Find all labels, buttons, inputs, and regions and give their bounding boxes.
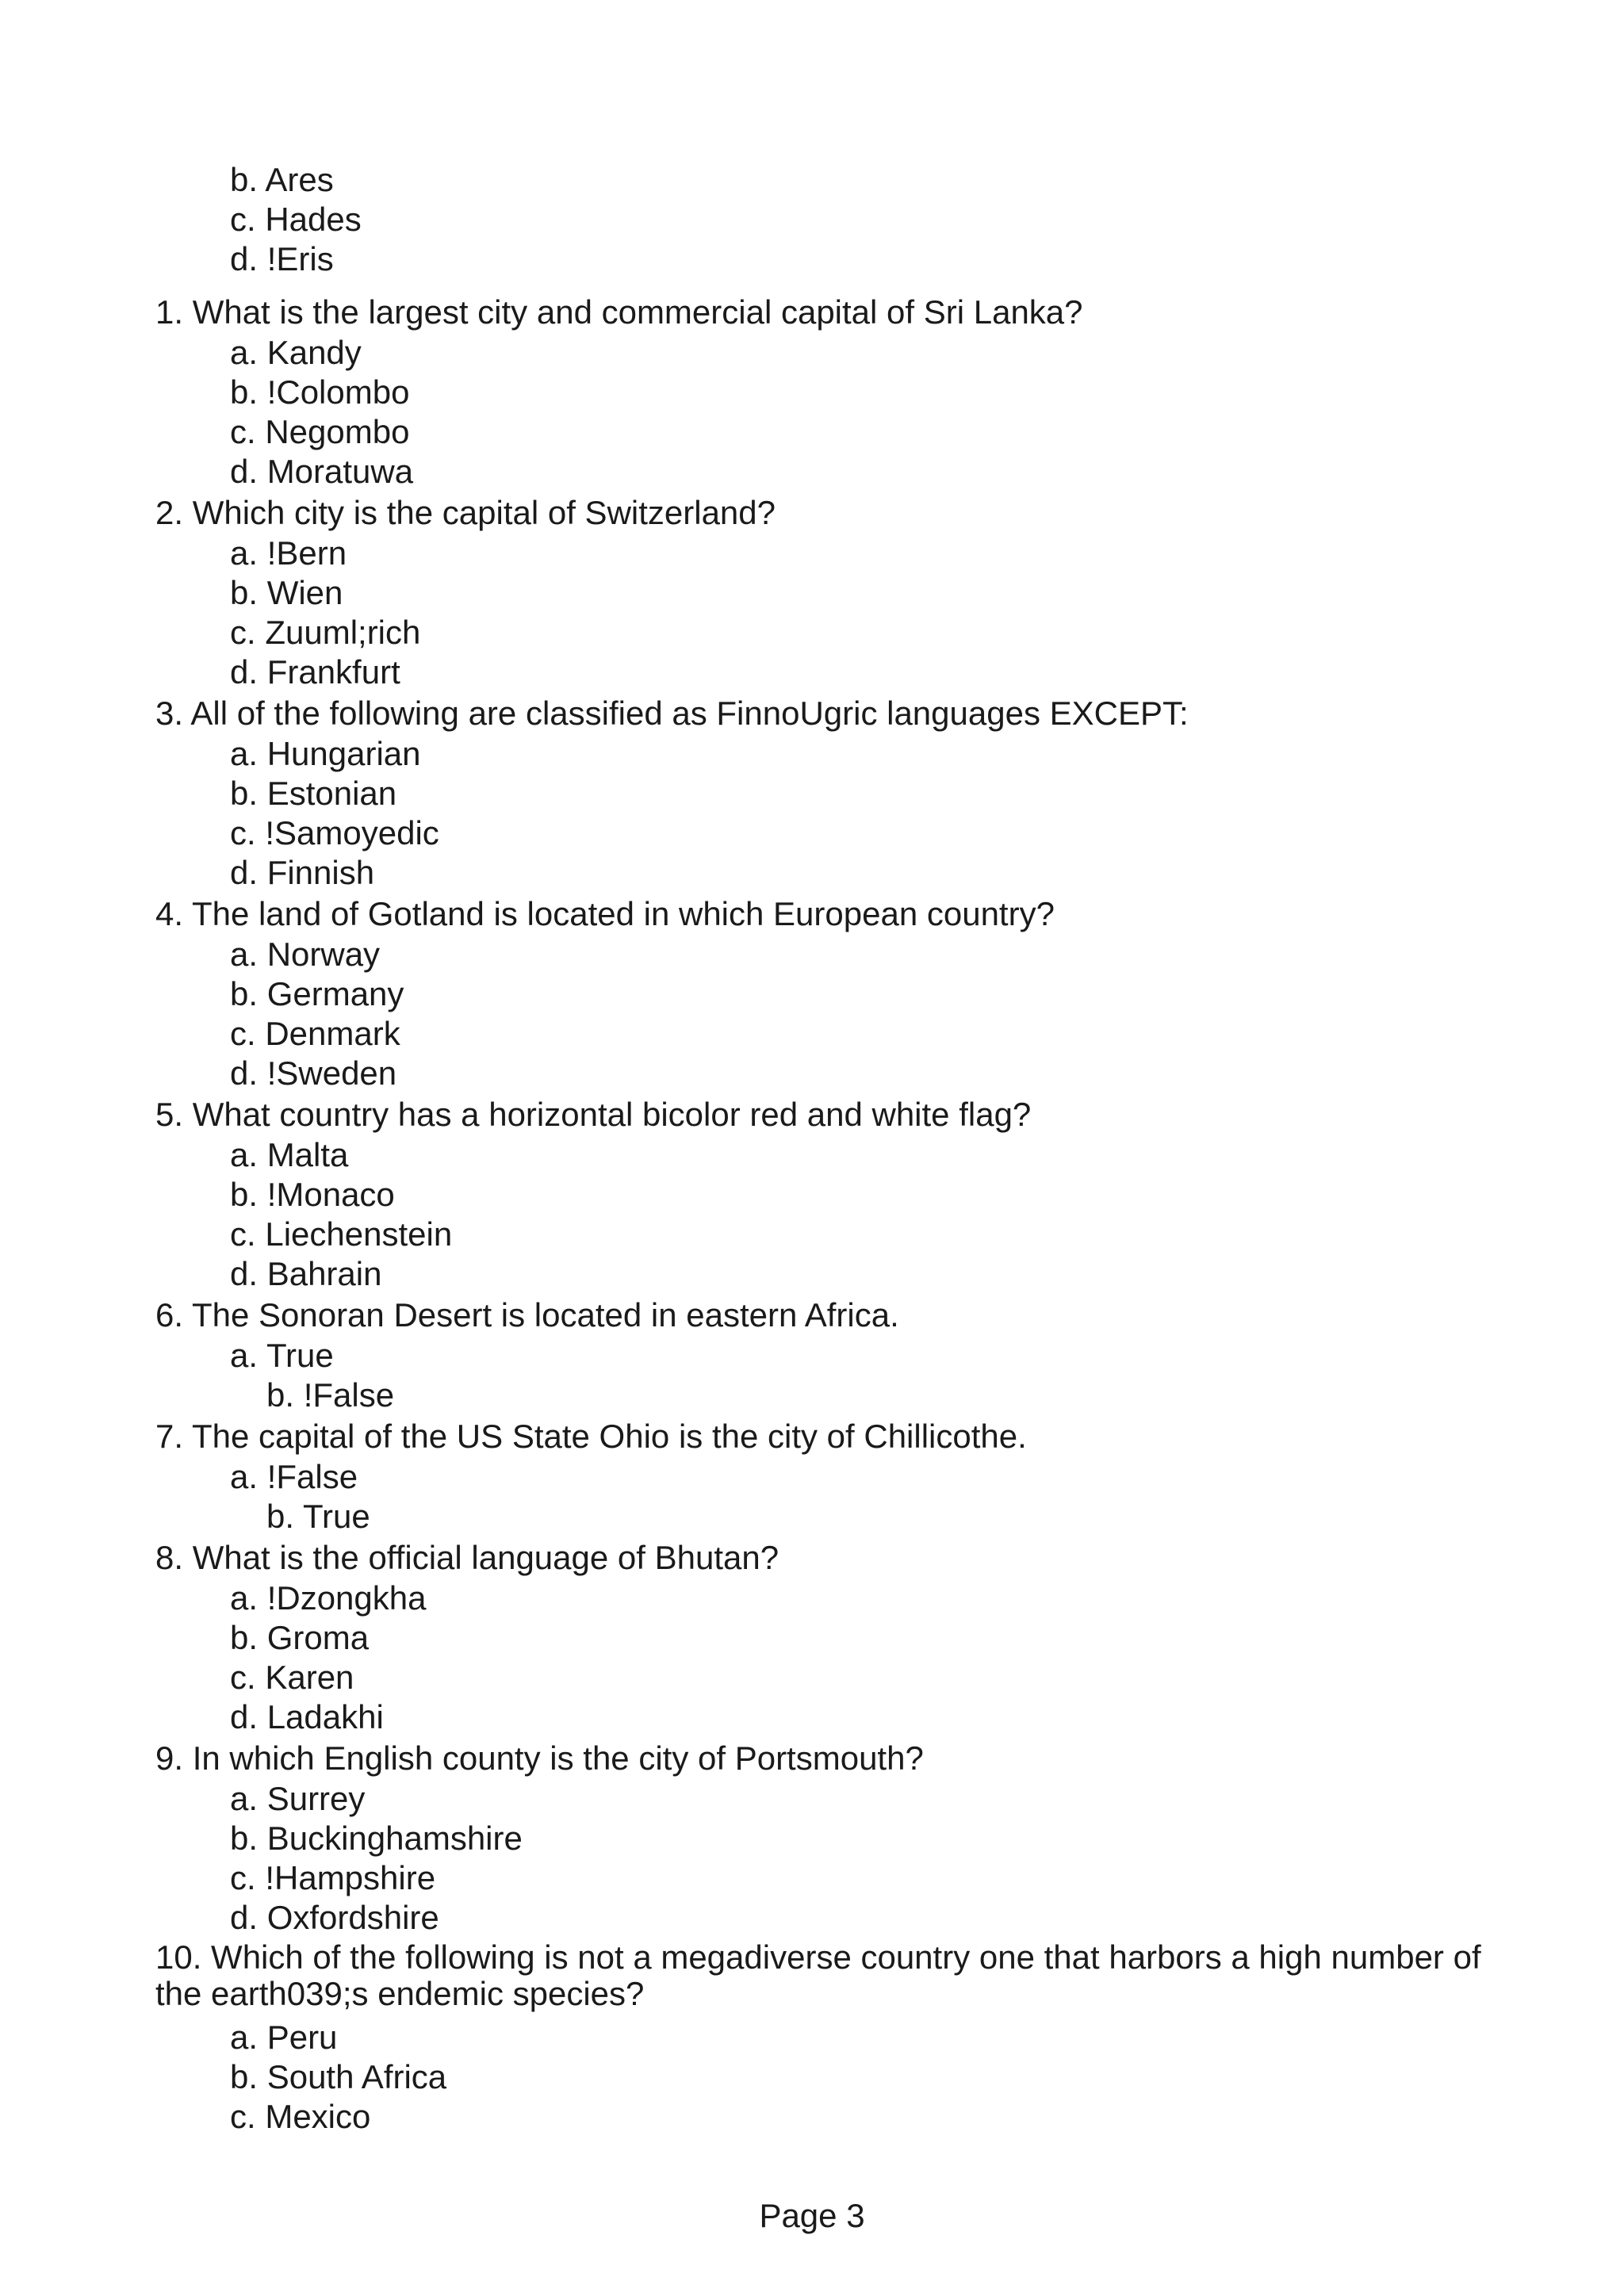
option-line: a. Surrey <box>230 1780 366 1817</box>
option-line: a. Peru <box>230 2019 338 2056</box>
option-line: a. !False <box>230 1458 358 1495</box>
option-line: d. Moratuwa <box>230 453 414 490</box>
option-line: b. True <box>266 1498 370 1535</box>
option-line: c. Liechenstein <box>230 1215 453 1253</box>
option-line: b. !Colombo <box>230 373 410 411</box>
option-line: a. True <box>230 1337 334 1374</box>
option-line: d. Finnish <box>230 854 375 891</box>
question-text: 8. What is the official language of Bhutan? <box>155 1539 779 1576</box>
option-line: b. Germany <box>230 975 404 1012</box>
option-line: d. Ladakhi <box>230 1698 384 1735</box>
option-line: c. Karen <box>230 1659 354 1696</box>
option-line: a. Malta <box>230 1136 349 1173</box>
option-line: b. Wien <box>230 574 343 611</box>
question-text: 2. Which city is the capital of Switzerland? <box>155 494 776 531</box>
option-line: a. !Dzongkha <box>230 1579 427 1617</box>
option-line: b. Estonian <box>230 775 397 812</box>
option-line: d. !Eris <box>230 240 334 277</box>
page-number: Page 3 <box>759 2197 865 2234</box>
question-text: 1. What is the largest city and commercial capital of Sri Lanka? <box>155 293 1083 331</box>
question-text: 5. What country has a horizontal bicolor red and white flag? <box>155 1096 1032 1133</box>
option-line: c. Denmark <box>230 1015 400 1052</box>
option-line: d. Bahrain <box>230 1255 382 1292</box>
option-line: a. Kandy <box>230 334 362 371</box>
question-text: 9. In which English county is the city of Portsmouth? <box>155 1739 924 1777</box>
option-line: d. !Sweden <box>230 1054 397 1092</box>
option-line: c. Zuuml;rich <box>230 614 421 651</box>
option-line: c. !Samoyedic <box>230 814 439 851</box>
option-line: b. !False <box>266 1376 395 1414</box>
option-line: b. Groma <box>230 1619 370 1656</box>
option-line: b. South Africa <box>230 2058 447 2095</box>
option-line: c. !Hampshire <box>230 1859 436 1896</box>
option-line: c. Hades <box>230 201 362 238</box>
option-line: b. Ares <box>230 161 334 198</box>
option-line: a. !Bern <box>230 534 347 572</box>
question-text: 3. All of the following are classified as FinnoUgric languages EXCEPT: <box>155 695 1189 732</box>
question-text: 10. Which of the following is not a megadiverse country one that harbors a high number of the earth039;s endemic species? <box>155 1938 1481 2012</box>
option-line: b. !Monaco <box>230 1176 395 1213</box>
option-line: a. Norway <box>230 936 381 973</box>
option-line: d. Oxfordshire <box>230 1899 439 1936</box>
option-line: c. Mexico <box>230 2098 371 2135</box>
option-line: b. Buckinghamshire <box>230 1820 523 1857</box>
question-text: 6. The Sonoran Desert is located in eastern Africa. <box>155 1296 899 1334</box>
question-text: 4. The land of Gotland is located in which European country? <box>155 895 1055 932</box>
option-line: c. Negombo <box>230 413 410 450</box>
option-line: a. Hungarian <box>230 735 421 772</box>
option-line: d. Frankfurt <box>230 653 400 691</box>
question-text: 7. The capital of the US State Ohio is the city of Chillicothe. <box>155 1418 1027 1455</box>
